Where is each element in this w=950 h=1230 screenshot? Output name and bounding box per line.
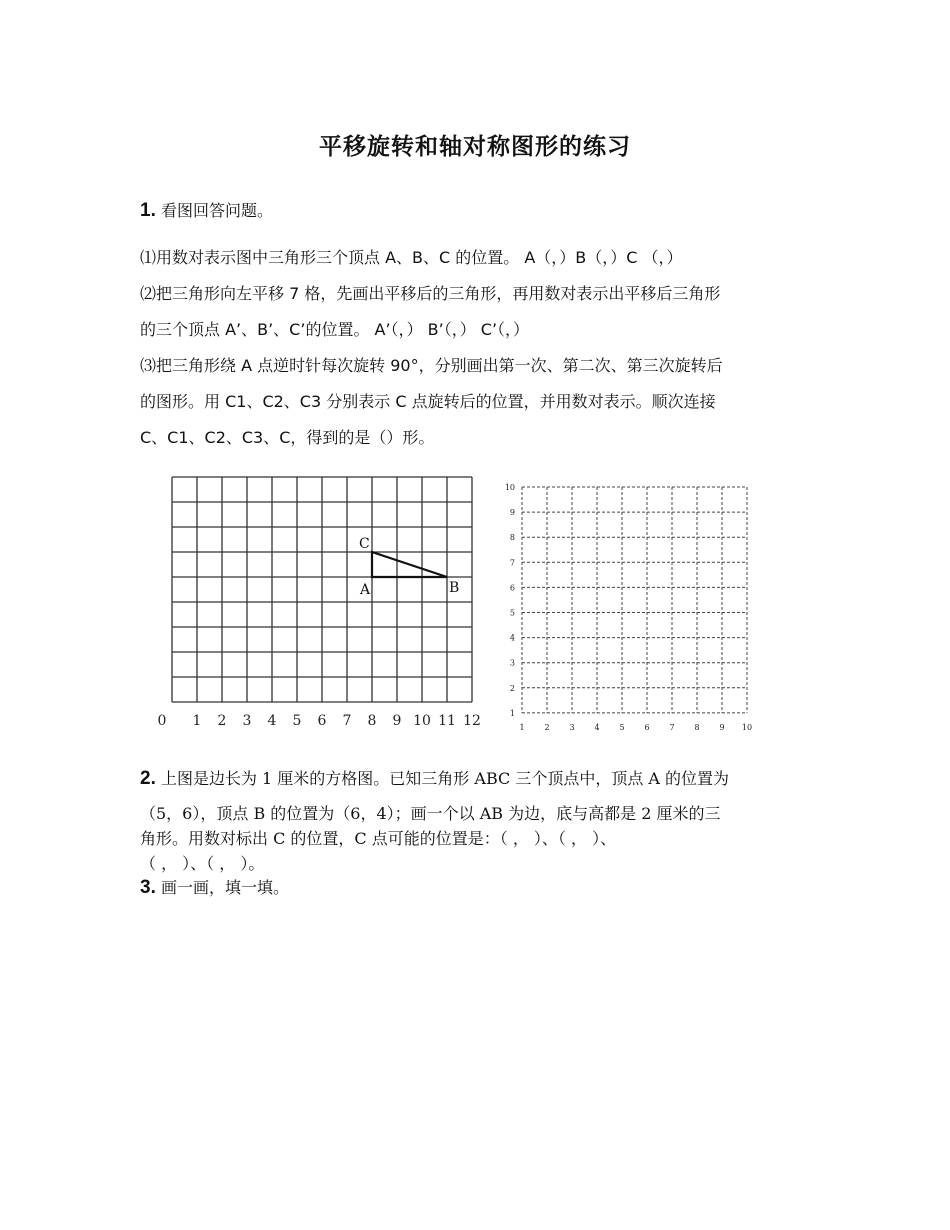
x-axis-label: 11 bbox=[438, 713, 456, 729]
question-2-line-1: 上图是边长为 1 厘米的方格图。已知三角形 ABC 三个顶点中，顶点 A 的位置为 bbox=[160, 769, 730, 788]
x-axis-label: 7 bbox=[342, 713, 352, 729]
x-axis-label: 8 bbox=[694, 722, 700, 732]
question-2-heading bbox=[140, 766, 729, 790]
question-3-heading bbox=[140, 875, 289, 899]
q1-part-2-line-1: ⑵把三角形向左平移 7 格，先画出平移后的三角形，再用数对表示出平移后三角形 bbox=[140, 284, 721, 303]
x-axis-label: 6 bbox=[317, 713, 327, 729]
question-2-number: 2. bbox=[140, 768, 156, 789]
y-axis-label: 7 bbox=[509, 558, 515, 568]
vertex-label-b: B bbox=[449, 580, 460, 596]
x-axis-label: 6 bbox=[644, 722, 650, 732]
x-axis-label: 9 bbox=[392, 713, 402, 729]
x-axis-label: 12 bbox=[463, 713, 481, 729]
y-axis-label: 5 bbox=[509, 608, 515, 618]
x-axis-label: 5 bbox=[619, 722, 625, 732]
q1-part-3-line-2: 的图形。用 C1、C2、C3 分别表示 C 点旋转后的位置，并用数对表示。顺次连接 bbox=[140, 392, 716, 411]
question-2-line-3: 角形。用数对标出 C 的位置，C 点可能的位置是：（ ， ）、（ ， ）、 bbox=[140, 829, 617, 848]
y-axis-label: 1 bbox=[509, 708, 515, 718]
x-axis-label: 1 bbox=[519, 722, 525, 732]
x-axis-label: 10 bbox=[413, 713, 431, 729]
x-axis-label: 2 bbox=[217, 713, 227, 729]
y-axis-label: 4 bbox=[509, 633, 515, 643]
vertex-label-a: A bbox=[360, 582, 371, 598]
y-axis-label: 6 bbox=[509, 583, 515, 593]
question-1-number: 1. bbox=[140, 200, 156, 221]
q1-part-3-line-3: C、C1、C2、C3、C，得到的是（）形。 bbox=[140, 428, 435, 447]
question-2-line-4: （ ， ）、（ ， ）。 bbox=[140, 854, 265, 873]
x-axis-label: 5 bbox=[292, 713, 302, 729]
x-axis-label: 4 bbox=[594, 722, 600, 732]
y-axis-label: 8 bbox=[509, 533, 515, 543]
x-axis-label: 0 bbox=[157, 713, 167, 729]
x-axis-label: 3 bbox=[242, 713, 252, 729]
question-1-text: 看图回答问题。 bbox=[160, 201, 273, 220]
x-axis-label: 8 bbox=[367, 713, 377, 729]
question-3-text: 画一画，填一填。 bbox=[160, 878, 289, 897]
x-axis-label: 7 bbox=[669, 722, 675, 732]
question-2-line-2: （5，6），顶点 B 的位置为（6，4）；画一个以 AB 为边，底与高都是 2 厘米的三 bbox=[140, 804, 721, 823]
x-axis-label: 1 bbox=[192, 713, 202, 729]
y-axis-label: 10 bbox=[504, 483, 515, 492]
q1-part-3-line-1: ⑶把三角形绕 A 点逆时针每次旋转 90°，分别画出第一次、第二次、第三次旋转后 bbox=[140, 356, 723, 375]
x-axis-label: 9 bbox=[719, 722, 725, 732]
question-3-number: 3. bbox=[140, 877, 156, 898]
x-axis-label: 2 bbox=[544, 722, 550, 732]
q1-part-2-line-2: 的三个顶点 A’、B’、C’的位置。 A’（，） B’（，） C’（，） bbox=[140, 320, 530, 339]
y-axis-label: 9 bbox=[509, 508, 515, 518]
vertex-label-c: C bbox=[359, 536, 370, 552]
y-axis-label: 2 bbox=[509, 683, 515, 693]
q1-part-1: ⑴用数对表示图中三角形三个顶点 A、B、C 的位置。 A（，）B（，）C （，） bbox=[140, 248, 683, 267]
x-axis-label: 4 bbox=[267, 713, 277, 729]
x-axis-label: 3 bbox=[569, 722, 575, 732]
page-title: 平移旋转和轴对称图形的练习 bbox=[319, 134, 631, 160]
y-axis-label: 3 bbox=[509, 658, 515, 668]
x-axis-label: 10 bbox=[741, 722, 753, 732]
